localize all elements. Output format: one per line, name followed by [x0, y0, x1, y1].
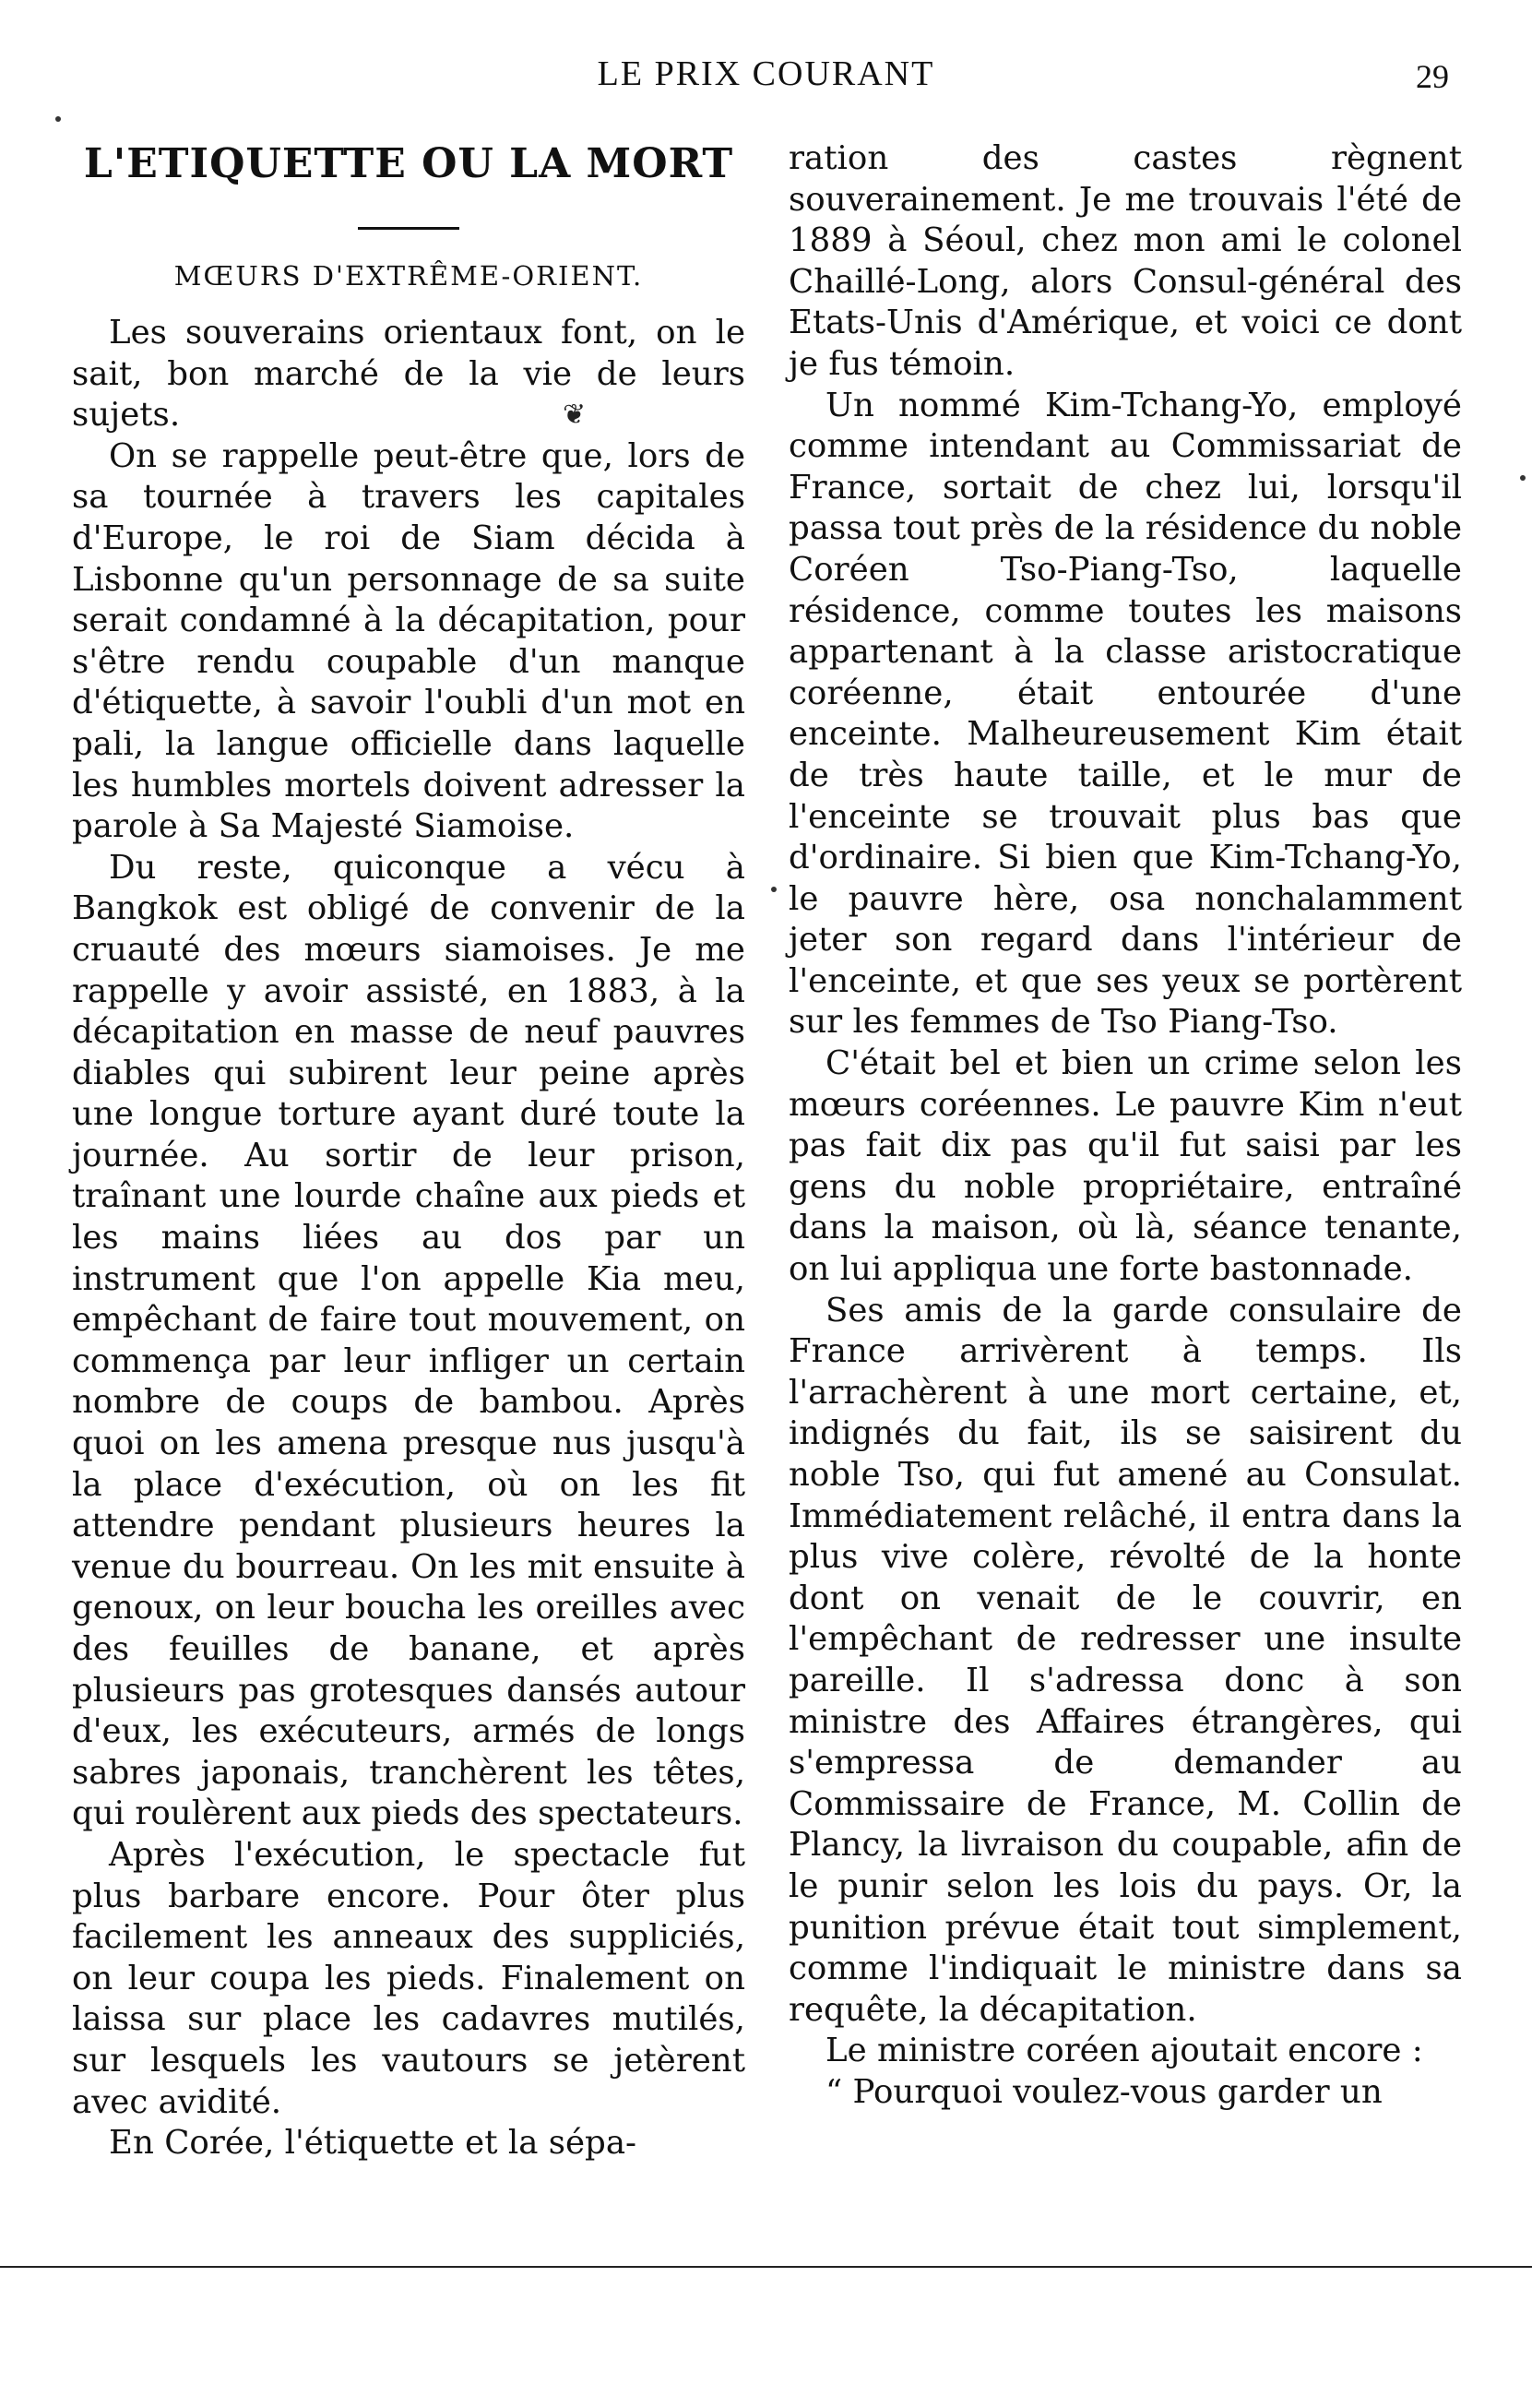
paragraph: Après l'exécution, le spectacle fut plus barbare encore. Pour ôter plus facilement les anneaux des suppliciés, on leur coupa les pieds. Finalement on laissa sur place les cadavres mutilés, sur lesquels les vautours se jetèrent avec avidité. [72, 1835, 745, 2121]
paragraph: ration des castes règnent souverainement. Je me trouvais l'été de 1889 à Séoul, chez mon ami le colonel Chaillé-Long, alors Consul-général des Etats-Unis d'Amérique, et voici ce dont je fus témoin. [789, 139, 1462, 383]
title-divider [358, 227, 459, 230]
paragraph: C'était bel et bien un crime selon les mœurs coréennes. Le pauvre Kim n'eut pas fait dix pas qu'il fut saisi par les gens du noble propriétaire, entraîné dans la maison, où là, séance tenante, on lui appliqua une forte bastonnade. [789, 1044, 1462, 1289]
print-speck [1520, 475, 1526, 481]
paragraph: On se rappelle peut-être que, lors de sa tournée à travers les capitales d'Europe, le roi de Siam décida à Lisbonne qu'un personnage de sa suite serait condamné à la décapitation, pour s'être rendu coupable d'un manque d'étiquette, à savoir l'oubli d'un mot en pali, la langue officielle dans laquelle les humbles mortels doivent adresser la parole à Sa Majesté Siamoise. [72, 436, 745, 846]
page-number: 29 [1416, 58, 1449, 95]
right-column [789, 138, 1462, 2114]
paragraph: Le ministre coréen ajoutait encore : [825, 2032, 1423, 2070]
paragraph: En Corée, l'étiquette et la sépa- [109, 2124, 637, 2163]
paragraph: Ses amis de la garde consulaire de France arrivèrent à temps. Ils l'arrachèrent à une mort certaine, et, indignés du fait, ils se saisirent du noble Tso, qui fut amené au Consulat. Immédiatement relâché, il entra dans la plus vive colère, révolté de la honte dont on venait de le couvrir, en l'empêchant de redresser une insulte pareille. Il s'adressa donc à son ministre des Affaires étrangères, qui s'empressa de demander au Commissaire de France, M. Collin de Plancy, la livraison du coupable, afin de le punir selon les lois du pays. Or, la punition prévue était tout simplement, comme l'indiquait le ministre dans sa requête, la décapitation. [789, 1291, 1462, 2029]
print-speck [771, 887, 777, 892]
running-header [0, 54, 1532, 100]
article-title: L'ETIQUETTE OU LA MORT [83, 140, 734, 187]
left-column [72, 138, 745, 2164]
print-speck [55, 116, 61, 122]
paragraph: Les souverains orientaux font, on le sait, bon marché de la vie de leurs sujets. [72, 314, 745, 435]
article-subtitle: MŒURS D'EXTRÊME-ORIENT. [173, 260, 644, 292]
print-rule [0, 2266, 1532, 2268]
paragraph: Un nommé Kim-Tchang-Yo, employé comme intendant au Commissariat de France, sortait de chez lui, lorsqu'il passa tout près de la résidence du noble Coréen Tso-Piang-Tso, laquelle résidence, comme toutes les maisons appartenant à la classe aristocratique coréenne, était entourée d'une enceinte. Malheureusement Kim était de très haute taille, et le mur de l'enceinte se trouvait plus bas que d'ordinaire. Si bien que Kim-Tchang-Yo, le pauvre hère, osa nonchalamment jeter son regard dans l'intérieur de l'enceinte, et que ses yeux se portèrent sur les femmes de Tso Piang-Tso. [789, 386, 1462, 1042]
running-title: LE PRIX COURANT [597, 54, 935, 93]
ornament-icon: ❦ [563, 399, 587, 431]
paragraph: “ Pourquoi voulez-vous garder un [825, 2072, 1383, 2111]
paragraph: Du reste, quiconque a vécu à Bangkok est obligé de convenir de la cruauté des mœurs siamoises. Je me rappelle y avoir assisté, en 1883, à la décapitation en masse de neuf pauvres diables qui subirent leur peine après une longue torture ayant duré toute la journée. Au sortir de leur prison, traînant une lourde chaîne aux pieds et les mains liées au dos par un instrument que l'on appelle Kia meu, empêchant de faire tout mouvement, on commença par leur infliger un certain nombre de coups de bambou. Après quoi on les amena presque nus jusqu'à la place d'exécution, où on les fit attendre pendant plusieurs heures la venue du bourreau. On les mit ensuite à genoux, on leur boucha les oreilles avec des feuilles de banane, et après plusieurs pas grotesques dansés autour d'eux, les exécuteurs, armés de longs sabres japonais, tranchèrent les têtes, qui roulèrent aux pieds des spectateurs. [72, 848, 745, 1833]
